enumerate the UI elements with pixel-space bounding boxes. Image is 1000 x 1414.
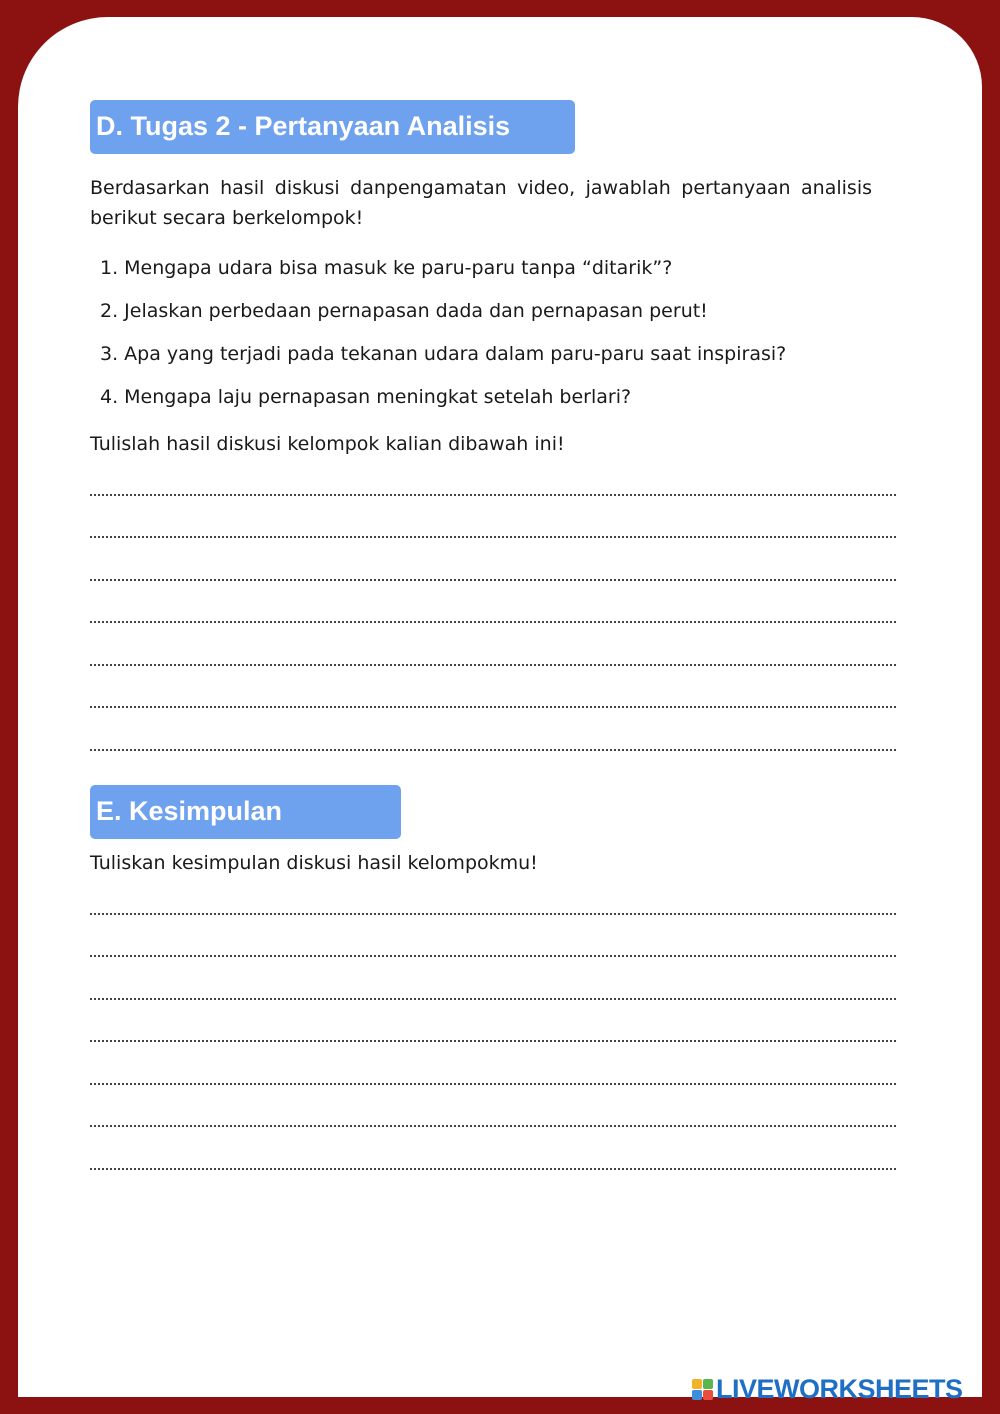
write-instruction: Tulislah hasil diskusi kelompok kalian dibawah ini!	[90, 433, 565, 455]
answer-lines-discussion	[90, 453, 896, 751]
answer-line[interactable]	[90, 957, 896, 1000]
answer-line[interactable]	[90, 872, 896, 915]
answer-line[interactable]	[90, 581, 896, 624]
question-list	[100, 253, 786, 425]
section-d-title: D. Tugas 2 - Pertanyaan Analisis	[90, 100, 575, 154]
answer-line[interactable]	[90, 708, 896, 751]
liveworksheets-logo	[692, 1374, 963, 1404]
answer-line[interactable]	[90, 623, 896, 666]
answer-line[interactable]	[90, 1085, 896, 1128]
section-d-intro: Berdasarkan hasil diskusi danpengamatan video, jawablah pertanyaan analisis berikut secara berkelompok!	[90, 177, 872, 229]
answer-line[interactable]	[90, 666, 896, 709]
question-item: 1. Mengapa udara bisa masuk ke paru-paru tanpa “ditarik”?	[100, 257, 673, 279]
answer-lines-conclusion	[90, 872, 896, 1170]
answer-line[interactable]	[90, 496, 896, 539]
answer-line[interactable]	[90, 538, 896, 581]
liveworksheets-logo-icon	[692, 1379, 713, 1400]
section-e-title: E. Kesimpulan	[90, 785, 401, 839]
answer-line[interactable]	[90, 1000, 896, 1043]
question-item: 3. Apa yang terjadi pada tekanan udara dalam paru-paru saat inspirasi?	[100, 343, 787, 365]
logo-text: LIVEWORKSHEETS	[716, 1373, 963, 1404]
conclusion-instruction: Tuliskan kesimpulan diskusi hasil kelompokmu!	[90, 852, 538, 874]
question-item: 4. Mengapa laju pernapasan meningkat setelah berlari?	[100, 386, 632, 408]
answer-line[interactable]	[90, 453, 896, 496]
answer-line[interactable]	[90, 1127, 896, 1170]
answer-line[interactable]	[90, 1042, 896, 1085]
question-item: 2. Jelaskan perbedaan pernapasan dada dan pernapasan perut!	[100, 300, 708, 322]
answer-line[interactable]	[90, 915, 896, 958]
